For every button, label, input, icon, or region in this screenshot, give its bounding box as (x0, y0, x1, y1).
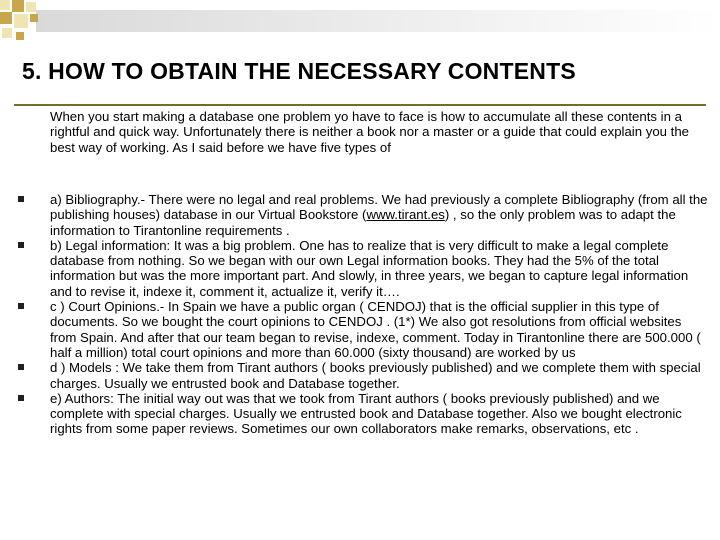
square-bullet-icon (18, 242, 24, 248)
list-item-authors: e) Authors: The initial way out was that we took from Tirant authors ( books previously published) and we complete with special charges. Usually we entrusted book and Database together. Also we bought electronic rights from some paper reviews. Sometimes our own collaborators make remarks, observations, etc . (18, 391, 708, 437)
square-bullet-icon (18, 364, 24, 370)
square-bullet-icon (18, 395, 24, 401)
square-bullet-icon (18, 196, 24, 202)
list-item-models: d ) Models : We take them from Tirant authors ( books previously published) and we complete them with special charges. Usually we entrusted book and Database together. (18, 360, 708, 391)
list-item-court-opinions: c ) Court Opinions.- In Spain we have a public organ ( CENDOJ) that is the official supplier in this type of documents. So we bought the court opinions to CENDOJ . (1*) We also got resolutions from official websites from Spain. And after that our team began to revise, indexe, comment. Today in Tirantonline there are 500.000 ( half a million) total court opinions and more than 60.000 (sixty thousand) are worked by us (18, 299, 708, 360)
title-divider (14, 104, 706, 106)
intro-paragraph: When you start making a database one problem yo have to face is how to accumulate all these contents in a rightful and quick way. Unfortunately there is neither a book nor a master or a guide that could explain you the best way of working. As I said before we have five types of (50, 109, 689, 155)
content-type-list (18, 192, 708, 437)
tirant-link[interactable]: www.tirant.es (366, 207, 445, 223)
list-item-bibliography: a) Bibliography.- There were no legal and real problems. We had previously a complete Bibliography (from all the publishing houses) database in our Virtual Bookstore (www.tirant.es) , so the only problem was to adapt the information to Tirantonline requirements . (18, 192, 708, 238)
list-item-legal-information: b) Legal information: It was a big problem. One has to realize that is very difficult to make a legal complete database from nothing. So we began with our own Legal information books. They had the 5% of the total information but was the more important part. And slowly, in three years, we began to capture legal information and to revise it, indexe it, comment it, actualize it, verify it…. (18, 238, 708, 299)
decorative-header-squares (0, 0, 720, 44)
slide-title: 5. HOW TO OBTAIN THE NECESSARY CONTENTS (22, 58, 576, 84)
square-bullet-icon (18, 303, 24, 309)
